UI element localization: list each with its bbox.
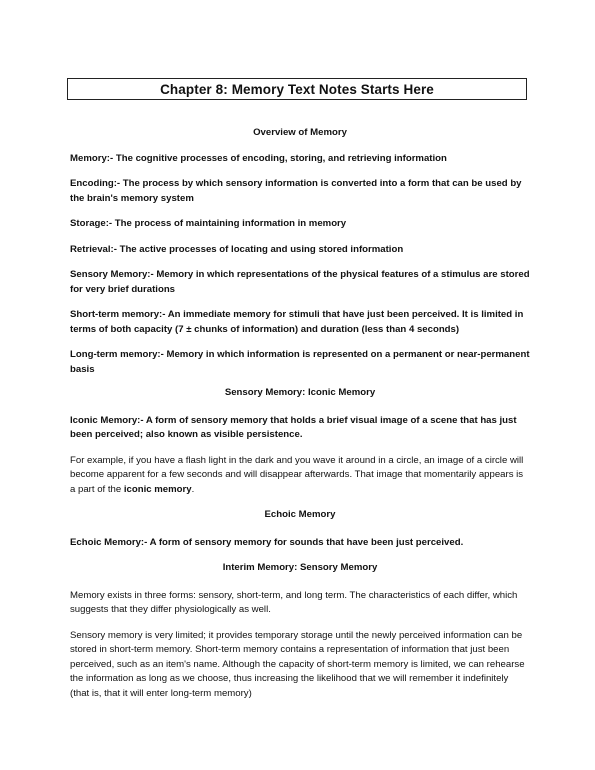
iconic-example-end: .: [191, 483, 195, 495]
iconic-example-paragraph: [70, 454, 530, 498]
iconic-example-text: For example, if you have a flash light in the dark and you wave it around in a circle, an image of a circle will become apparent for a few seconds and will disappear afterwards. That image that momentarily appears is a part of the: [70, 454, 524, 495]
definition-iconic-memory: Iconic Memory:- A form of sensory memory that holds a brief visual image of a scene that has just been perceived; also known as visible persistence.: [70, 414, 517, 440]
interim-paragraph-1: Memory exists in three forms: sensory, short-term, and long term. The characteristics of each differ, which suggests that they differ physiologically as well.: [70, 589, 518, 615]
definition-long-term-memory: Long-term memory:- Memory in which information is represented on a permanent or near-permanent basis: [70, 349, 530, 375]
section-heading-iconic: Sensory Memory: Iconic Memory: [224, 387, 376, 398]
document-body: [70, 126, 530, 712]
interim-paragraph-2: Sensory memory is very limited; it provides temporary storage until the newly perceived information can be stored in short-term memory. Short-term memory contains a representation of information that just been perceived, such as an item's name. Although the capacity of short-term memory is limited, we can rehearse the information as long as we choose, thus increasing the likelihood that we will remember it indefinitely (that is, that it will enter long-term memory): [70, 629, 525, 699]
section-heading-interim: Interim Memory: Sensory Memory: [222, 562, 378, 573]
definition-echoic-memory: Echoic Memory:- A form of sensory memory for sounds that have been just perceived.: [70, 536, 464, 548]
definition-retrieval: Retrieval:- The active processes of locating and using stored information: [70, 243, 404, 255]
section-heading-overview: Overview of Memory: [253, 127, 347, 138]
definition-memory: Memory:- The cognitive processes of encoding, storing, and retrieving information: [70, 152, 447, 164]
definition-short-term-memory: Short-term memory:- An immediate memory for stimuli that have just been perceived. It is limited in terms of both capacity (7 ± chunks of information) and duration (less than 4 seconds): [70, 309, 524, 335]
chapter-title: Chapter 8: Memory Text Notes Starts Here: [67, 78, 527, 100]
section-heading-echoic: Echoic Memory: [264, 509, 336, 520]
definition-storage: Storage:- The process of maintaining information in memory: [70, 218, 347, 229]
definition-sensory-memory: Sensory Memory:- Memory in which representations of the physical features of a stimulus are stored for very brief durations: [70, 269, 530, 295]
iconic-example-emphasis: iconic memory: [123, 483, 192, 495]
definition-encoding: Encoding:- The process by which sensory information is converted into a form that can be used by the brain's memory system: [70, 178, 522, 204]
